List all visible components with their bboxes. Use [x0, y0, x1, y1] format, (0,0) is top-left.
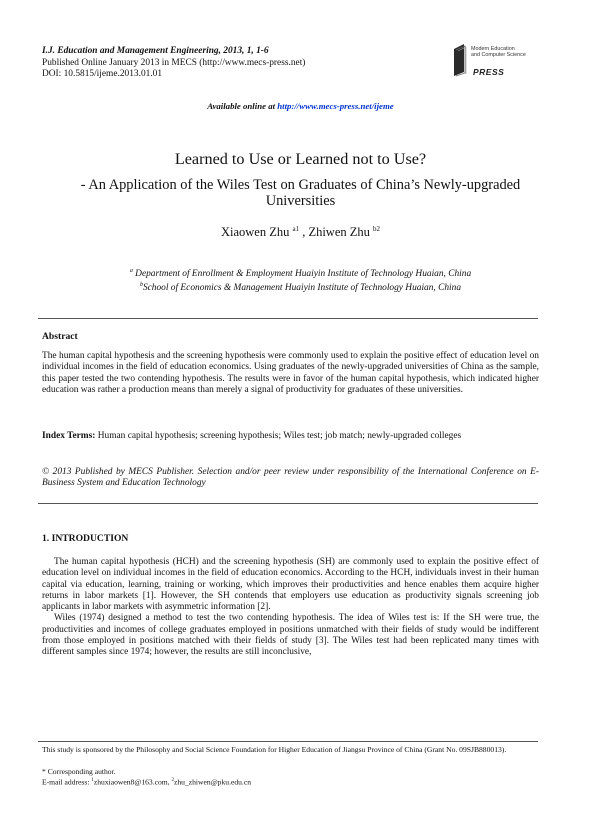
- paper-title: Learned to Use or Learned not to Use?: [174, 150, 427, 168]
- index-terms-label: Index Terms:: [42, 431, 96, 441]
- logo-line-2: and Computer Science: [471, 52, 526, 58]
- abstract-bottom-rule: [38, 503, 538, 504]
- affiliation-a-sup: a: [129, 268, 133, 274]
- index-terms-text: Human capital hypothesis; screening hypothesis; Wiles test; job match; newly-upgraded colleges: [95, 431, 462, 441]
- email-2: zhu_zhiwen@pku.edu.cn: [174, 777, 252, 787]
- author-1-sup: a1: [292, 225, 300, 233]
- affiliation-b-sup: b: [139, 282, 143, 288]
- abstract-top-rule: [38, 318, 538, 319]
- published-line: Published Online January 2013 in MECS (http://www.mecs-press.net): [42, 57, 306, 68]
- available-prefix: Available online at: [207, 101, 278, 111]
- publisher-logo: [447, 40, 557, 86]
- intro-paragraph-2: Wiles (1974) designed a method to test the two contending hypothesis. The idea of Wiles test is: If the SH were true, the productivities and incomes of college graduates employed in positions unmatched with their fields of study would be indifferent from those employed in positions matched with their fields of study [3]. The Wiles test had been replicated many times with different samples since 1974; however, the results are still inconclusive,: [42, 613, 539, 658]
- affiliation-b-text: School of Economics & Management Huaiyin Institute of Technology Huaian, China: [142, 283, 462, 294]
- journal-url-link[interactable]: http://www.mecs-press.net/ijeme: [277, 101, 394, 111]
- affiliation-b: [0, 282, 601, 293]
- email-1: zhuxiaowen8@163.com,: [93, 777, 172, 787]
- affiliation-a-text: Department of Enrollment & Employment Huaiyin Institute of Technology Huaian, China: [135, 269, 472, 280]
- index-terms: [42, 431, 539, 442]
- introduction-body: [42, 557, 539, 659]
- author-1-name: Xiaowen Zhu: [220, 225, 290, 240]
- author-2-name: Zhiwen Zhu: [308, 225, 370, 240]
- book-icon: [453, 43, 467, 77]
- email-2-sup: 2: [171, 778, 174, 783]
- email-1-sup: 1: [91, 778, 94, 783]
- available-online: [0, 101, 601, 111]
- intro-paragraph-1: The human capital hypothesis (HCH) and the screening hypothesis (SH) are commonly used to explain the positive effect of education level on individual incomes in the field of education economics. According to the HCH, individuals invest in their human capital via education, learning, training or working, which improves their productivities and hence enables them acquire higher returns in labor markets [1]. However, the SH contends that employers use education as productivity signals screening job applicants in labor markets with asymmetric information [2].: [42, 557, 539, 613]
- copyright-notice: © 2013 Published by MECS Publisher. Selection and/or peer review under responsibility of the International Conference on E-Business System and Education Technology: [42, 467, 539, 489]
- paper-subtitle: - An Application of the Wiles Test on Graduates of China’s Newly-upgraded Universities: [80, 177, 521, 209]
- journal-name: I.J. Education and Management Engineering: [42, 46, 219, 56]
- author-2-sup: b2: [373, 225, 381, 233]
- footnote-rule: [38, 741, 538, 742]
- footnote-corresponding: * Corresponding author.: [42, 767, 116, 776]
- author-list: [0, 225, 601, 240]
- author-separator: ,: [299, 225, 309, 240]
- section-heading-introduction: 1. INTRODUCTION: [42, 533, 129, 544]
- journal-issue: , 2013, 1, 1-6: [218, 46, 269, 56]
- abstract-heading: Abstract: [42, 331, 78, 342]
- footnote-email: [42, 776, 539, 787]
- journal-header: [42, 46, 305, 81]
- doi-line: DOI: 10.5815/ijeme.2013.01.01: [42, 69, 163, 79]
- logo-line-1: Modern Education: [471, 46, 515, 52]
- affiliation-a: [0, 268, 601, 279]
- footnote-sponsor: This study is sponsored by the Philosophy and Social Science Foundation for Higher Education of Jiangsu Province of China (Grant No. 09SJB880013).: [42, 745, 507, 754]
- logo-press: PRESS: [473, 67, 505, 77]
- email-label: E-mail address:: [42, 777, 92, 787]
- abstract-text: The human capital hypothesis and the screening hypothesis were commonly used to explain the positive effect of education level on individual incomes in the field of education economics. Using graduates of the newly-upgraded universities of China as the sample, this paper tested the two contending hypothesis. The results were in favor of the human capital hypothesis, which indicated higher education was rather a production means than merely a signal of productivity for graduates of these universities.: [42, 351, 539, 396]
